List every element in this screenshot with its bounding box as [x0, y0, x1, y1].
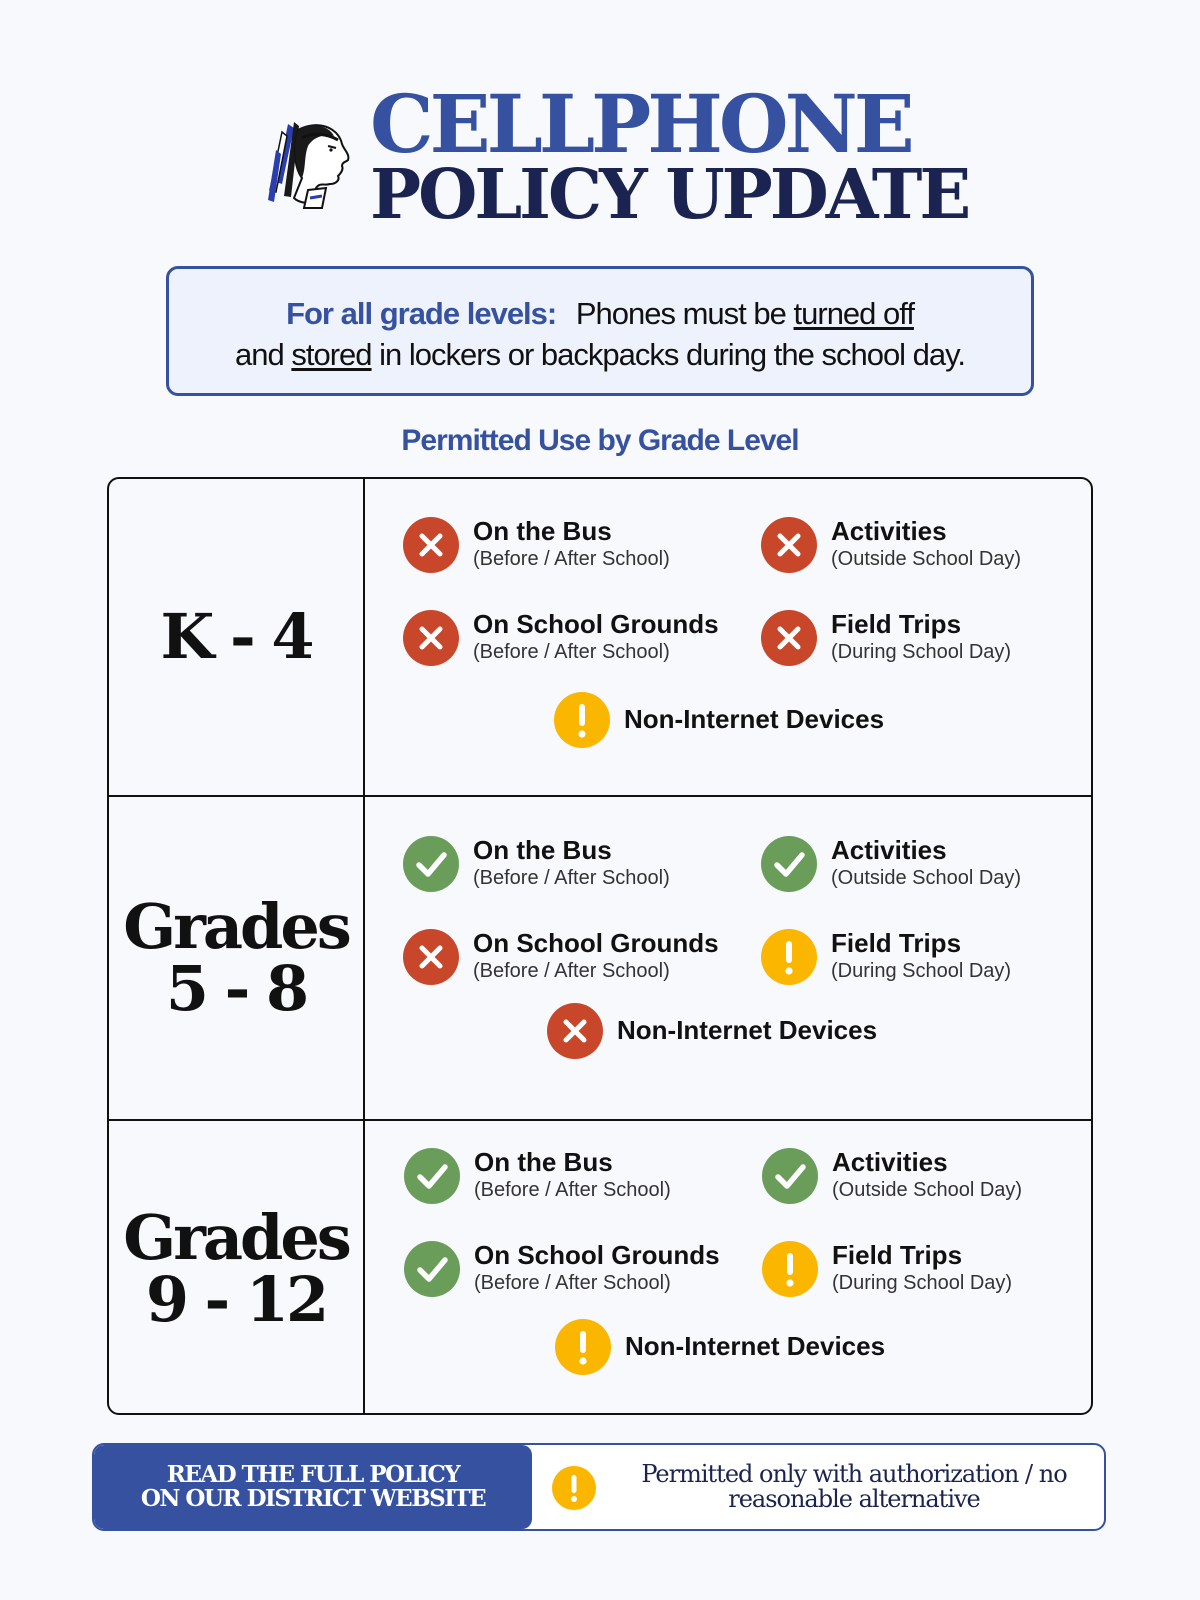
row-grades-9-12	[109, 1119, 1091, 1415]
policy-item-sublabel: (Outside School Day)	[832, 1179, 1023, 1201]
section-heading: Permitted Use by Grade Level	[401, 424, 799, 457]
exclamation-icon	[762, 1241, 818, 1297]
check-icon	[403, 836, 459, 892]
grade-label-line2: 5 - 8	[165, 952, 307, 1025]
grade-label-line1: Grades	[123, 890, 349, 963]
check-icon	[761, 836, 817, 892]
check-icon	[404, 1148, 460, 1204]
policy-item-label: Activities	[832, 1147, 948, 1177]
footer-bar	[92, 1443, 1106, 1531]
x-icon	[403, 929, 459, 985]
policy-notice-box	[166, 266, 1034, 396]
notice-underline-stored: stored	[291, 337, 372, 372]
policy-item-label: Activities	[831, 835, 947, 865]
policy-item-label: Field Trips	[831, 928, 962, 958]
column-divider	[363, 479, 365, 1413]
x-icon	[403, 517, 459, 573]
policy-item-sublabel: (Before / After School)	[473, 548, 670, 570]
policy-item-label: Field Trips	[832, 1240, 963, 1270]
policy-item-sublabel: (Before / After School)	[473, 867, 670, 889]
policy-item-label: On the Bus	[473, 835, 612, 865]
policy-item-sublabel: (Before / After School)	[474, 1272, 671, 1294]
policy-item-label: On School Grounds	[474, 1240, 720, 1270]
policy-item-sublabel: (During School Day)	[832, 1272, 1013, 1294]
policy-item-sublabel: (Before / After School)	[473, 960, 670, 982]
policy-item-sublabel: (During School Day)	[831, 641, 1012, 663]
grade-label	[109, 1121, 363, 1415]
policy-item-sublabel: (Outside School Day)	[831, 548, 1022, 570]
grade-policy-table	[107, 477, 1093, 1415]
legend-line-1: Permitted only with authorization / no	[641, 1460, 1067, 1488]
read-full-policy-link[interactable]	[94, 1445, 532, 1529]
x-icon	[547, 1003, 603, 1059]
notice-text-2: and	[235, 337, 284, 372]
legend-line-2: reasonable alternative	[728, 1485, 980, 1513]
header	[268, 77, 969, 235]
policy-item-sublabel: (During School Day)	[831, 960, 1012, 982]
exclamation-icon	[554, 692, 610, 748]
policy-item-label: Activities	[831, 516, 947, 546]
check-icon	[762, 1148, 818, 1204]
row-k-4	[109, 479, 1091, 795]
policy-item-sublabel: (Outside School Day)	[831, 867, 1022, 889]
policy-item-label: On School Grounds	[473, 928, 719, 958]
page-title-line1: CELLPHONE	[370, 77, 911, 171]
x-icon	[761, 517, 817, 573]
policy-item-label: Field Trips	[831, 609, 962, 639]
policy-item-label: Non-Internet Devices	[617, 1015, 878, 1045]
grade-label	[109, 479, 363, 795]
notice-text-1: Phones must be	[575, 296, 786, 331]
policy-item-label: Non-Internet Devices	[625, 1331, 886, 1361]
notice-lead: For all grade levels:	[286, 296, 557, 331]
row-grades-5-8	[109, 795, 1091, 1119]
policy-item-label: On the Bus	[474, 1147, 613, 1177]
policy-item-label: Non-Internet Devices	[624, 704, 885, 734]
exclamation-icon	[555, 1319, 611, 1375]
legend-note	[614, 1445, 1094, 1529]
grade-label-line1: K - 4	[160, 600, 312, 673]
exclamation-icon	[761, 929, 817, 985]
grade-label-line2: 9 - 12	[145, 1263, 327, 1336]
grade-label-line1: Grades	[123, 1201, 349, 1274]
policy-item-label: On the Bus	[473, 516, 612, 546]
policy-item-sublabel: (Before / After School)	[473, 641, 670, 663]
exclamation-icon	[552, 1466, 596, 1510]
x-icon	[761, 610, 817, 666]
check-icon	[404, 1241, 460, 1297]
cta-line-1: READ THE FULL POLICY	[166, 1461, 460, 1488]
x-icon	[403, 610, 459, 666]
cta-line-2: ON OUR DISTRICT WEBSITE	[140, 1485, 486, 1512]
policy-item-label: On School Grounds	[473, 609, 719, 639]
page-title-line2: POLICY UPDATE	[370, 155, 969, 235]
grade-label	[109, 797, 363, 1119]
mascot-logo-icon	[268, 112, 354, 212]
policy-item-sublabel: (Before / After School)	[474, 1179, 671, 1201]
notice-text-3: in lockers or backpacks during the school day.	[379, 337, 965, 372]
notice-underline-turned-off: turned off	[793, 296, 914, 331]
